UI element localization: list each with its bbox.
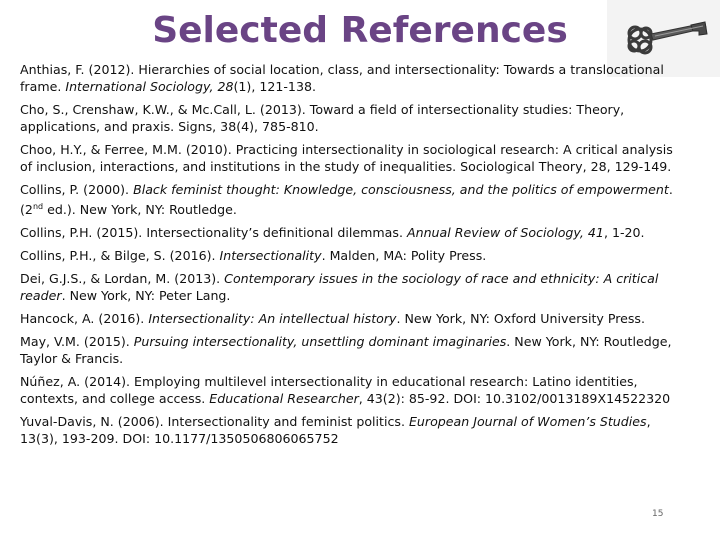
reference-list [20,61,685,453]
reference-cho: Cho, S., Crenshaw, K.W., & Mc.Call, L. (2013). Toward a field of intersectionality studies: Theory, applications, and praxis. Signs, 38(4), 785-810. [20,102,625,135]
reference-collins-bilge: Collins, P.H., & Bilge, S. (2016). Intersectionality. Malden, MA: Polity Press. [20,247,487,263]
reference-choo: Choo, H.Y., & Ferree, M.M. (2010). Practicing intersectionality in sociological research: A critical analysis of inclusion, interactions, and institutions in the study of inequalities. Sociological Theory, 28, 129-149. [20,142,673,175]
reference-dei-lordan: Dei, G.J.S., & Lordan, M. (2013). Contemporary issues in the sociology of race and ethnicity: A critical reader. New York, NY: Peter Lang. [20,270,659,303]
slide-title: Selected References [152,10,568,51]
page-number: 15 [652,509,664,519]
reference-yuval-davis: Yuval-Davis, N. (2006). Intersectionality and feminist politics. European Journal of Women’s Studies, 13(3), 193-209. DOI: 10.1177/1350506806065752 [20,413,651,446]
reference-collins-2015: Collins, P.H. (2015). Intersectionality’s definitional dilemmas. Annual Review of Sociology, 41, 1-20. [20,225,645,241]
reference-nunez: Núñez, A. (2014). Employing multilevel intersectionality in educational research: Latino identities, contexts, and college access. Educational Researcher, 43(2): 85-92. DOI: 10.3102/0013189X14522320 [20,373,671,406]
reference-anthias: Anthias, F. (2012). Hierarchies of social location, class, and intersectionality: Towards a translocational frame. International Sociology, 28(1), 121-138. [20,62,664,95]
reference-hancock: Hancock, A. (2016). Intersectionality: An intellectual history. New York, NY: Oxford University Press. [20,310,645,326]
reference-may: May, V.M. (2015). Pursuing intersectionality, unsettling dominant imaginaries. New York, NY: Routledge, Taylor & Francis. [20,333,672,366]
reference-collins-2000: Collins, P. (2000). Black feminist thought: Knowledge, consciousness, and the politics of empowerment. (2nd ed.). New York, NY: Routledge. [20,182,673,218]
